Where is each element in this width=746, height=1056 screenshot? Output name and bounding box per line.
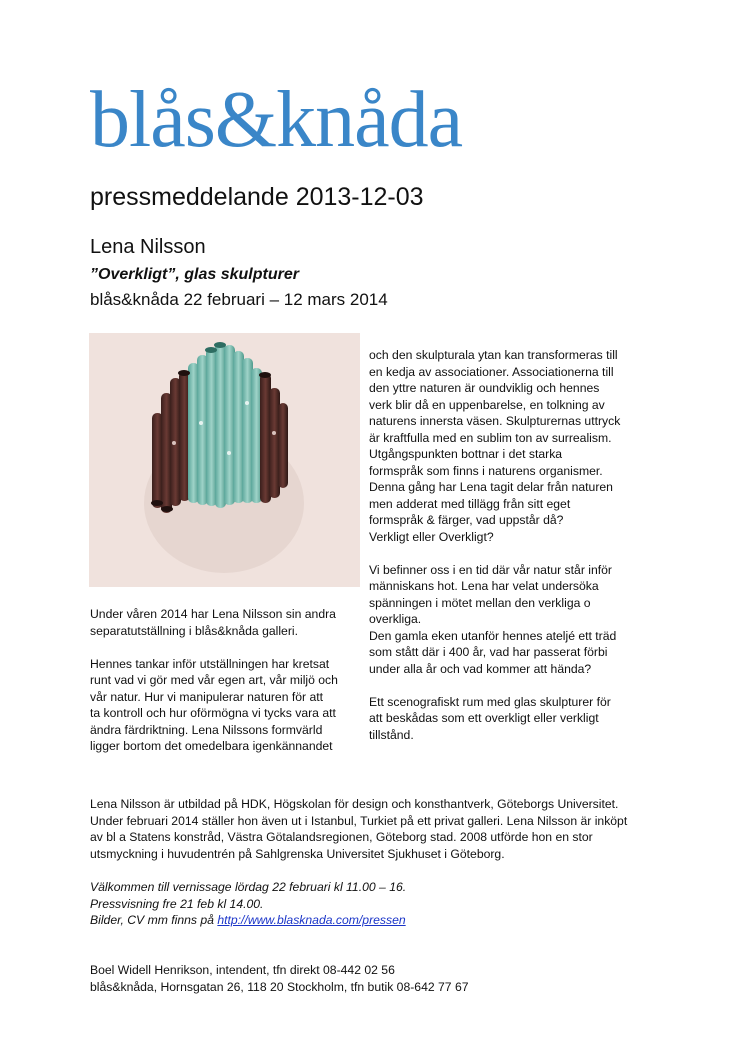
exhibition-dates: blås&knåda 22 februari – 12 mars 2014: [90, 290, 388, 309]
left-column-text: [90, 606, 380, 755]
artist-name: Lena Nilsson: [90, 236, 206, 258]
text-line: utsmyckning i huvudentrén på Sahlgrenska Universitet Sjukhuset i Göteborg.: [90, 846, 505, 861]
logo-part2: knåda: [276, 76, 463, 164]
text-line: en kedja av associationer. Associationerna till: [369, 364, 614, 379]
text-line: vår natur. Hur vi manipulerar naturen för att: [90, 689, 324, 704]
vernissage-line: Välkommen till vernissage lördag 22 februari kl 11.00 – 16.: [90, 880, 407, 894]
press-images-prefix: Bilder, CV mm finns på: [90, 913, 218, 927]
press-release-subtitle: pressmeddelande 2013-12-03: [90, 183, 424, 211]
text-line: runt vad vi gör med vår egen art, vår miljö och: [90, 673, 338, 687]
text-line: Under februari 2014 ställer hon även ut i Istanbul, Turkiet på ett privat galleri. Lena Nilsson är inköpt: [90, 813, 628, 828]
left-paragraph-2: [90, 656, 380, 755]
press-link[interactable]: http://www.blasknada.com/pressen: [217, 913, 406, 927]
text-line: verk blir då en uppenbarelse, en tolkning av: [369, 397, 605, 412]
text-line: av bl a Statens konstråd, Västra Götalandsregionen, Göteborg stad. 2008 utförde hon en stor: [90, 830, 593, 844]
contact-address: blås&knåda, Hornsgatan 26, 118 20 Stockholm, tfn butik 08-642 77 67: [90, 979, 469, 994]
text-line: är kraftfulla med en sublim ton av surrealism.: [369, 430, 612, 445]
text-line: Verkligt eller Overkligt?: [369, 529, 494, 544]
text-line: men adderat med tillägg från sitt eget: [369, 496, 571, 511]
text-line: Ett scenografiskt rum med glas skulpturer för: [369, 694, 611, 709]
text-line: formspråk som finns i naturens organismer.: [369, 463, 603, 478]
contact-person: Boel Widell Henrikson, intendent, tfn direkt 08-442 02 56: [90, 963, 395, 977]
text-line: Utgångspunkten bottnar i det starka: [369, 447, 563, 461]
text-line: spänningen i mötet mellan den verkliga o: [369, 595, 591, 610]
right-column-text: [369, 347, 699, 743]
logo-part1: blås: [90, 76, 215, 164]
text-line: ändra färdriktning. Lena Nilssons formvärld: [90, 722, 323, 737]
text-line: Lena Nilsson är utbildad på HDK, Högskolan för design och konsthantverk, Göteborgs Universitet.: [90, 797, 619, 811]
text-line: Under våren 2014 har Lena Nilsson sin andra: [90, 607, 336, 621]
contact-block: [90, 962, 690, 995]
text-line: och den skulpturala ytan kan transformeras till: [369, 348, 618, 362]
text-line: Denna gång har Lena tagit delar från naturen: [369, 480, 613, 494]
text-line: ligger bortom det omedelbara igenkännandet: [90, 739, 333, 753]
text-line: människans hot. Lena har velat undersöka: [369, 579, 599, 593]
text-line: under alla år och vad kommer att hända?: [369, 661, 592, 676]
text-line: som stått där i 400 år, vad har passerat förbi: [369, 645, 608, 659]
text-line: ta kontroll och hur oförmögna vi tycks vara att: [90, 706, 336, 720]
text-line: overkliga.: [369, 612, 422, 626]
right-paragraph-2: [369, 562, 699, 678]
text-line: Hennes tankar inför utställningen har kretsat: [90, 656, 330, 671]
press-viewing-line: Pressvisning fre 21 feb kl 14.00.: [90, 896, 264, 911]
text-line: Den gamla eken utanför hennes ateljé ett träd: [369, 628, 617, 643]
logo-ampersand: &: [214, 76, 277, 164]
text-line: den yttre naturen är oundviklig och hennes: [369, 381, 600, 395]
text-line: tillstånd.: [369, 727, 414, 742]
artist-bio: [90, 796, 710, 862]
logo: [90, 76, 463, 164]
text-line: separatutställning i blås&knåda galleri.: [90, 623, 298, 638]
exhibition-title: ”Overkligt”, glas skulpturer: [90, 266, 299, 283]
press-images-line: [90, 912, 690, 929]
invitation-block: [90, 879, 690, 929]
left-paragraph-1: [90, 606, 380, 639]
text-line: naturens innersta väsen. Skulpturernas uttryck: [369, 414, 621, 428]
text-line: att beskådas som ett overkligt eller verkligt: [369, 711, 599, 725]
sculpture-photo: [89, 333, 360, 587]
right-paragraph-3: [369, 694, 699, 744]
text-line: Vi befinner oss i en tid där vår natur står inför: [369, 562, 612, 577]
right-paragraph-1: [369, 347, 699, 545]
text-line: formspråk & färger, vad uppstår då?: [369, 513, 564, 527]
